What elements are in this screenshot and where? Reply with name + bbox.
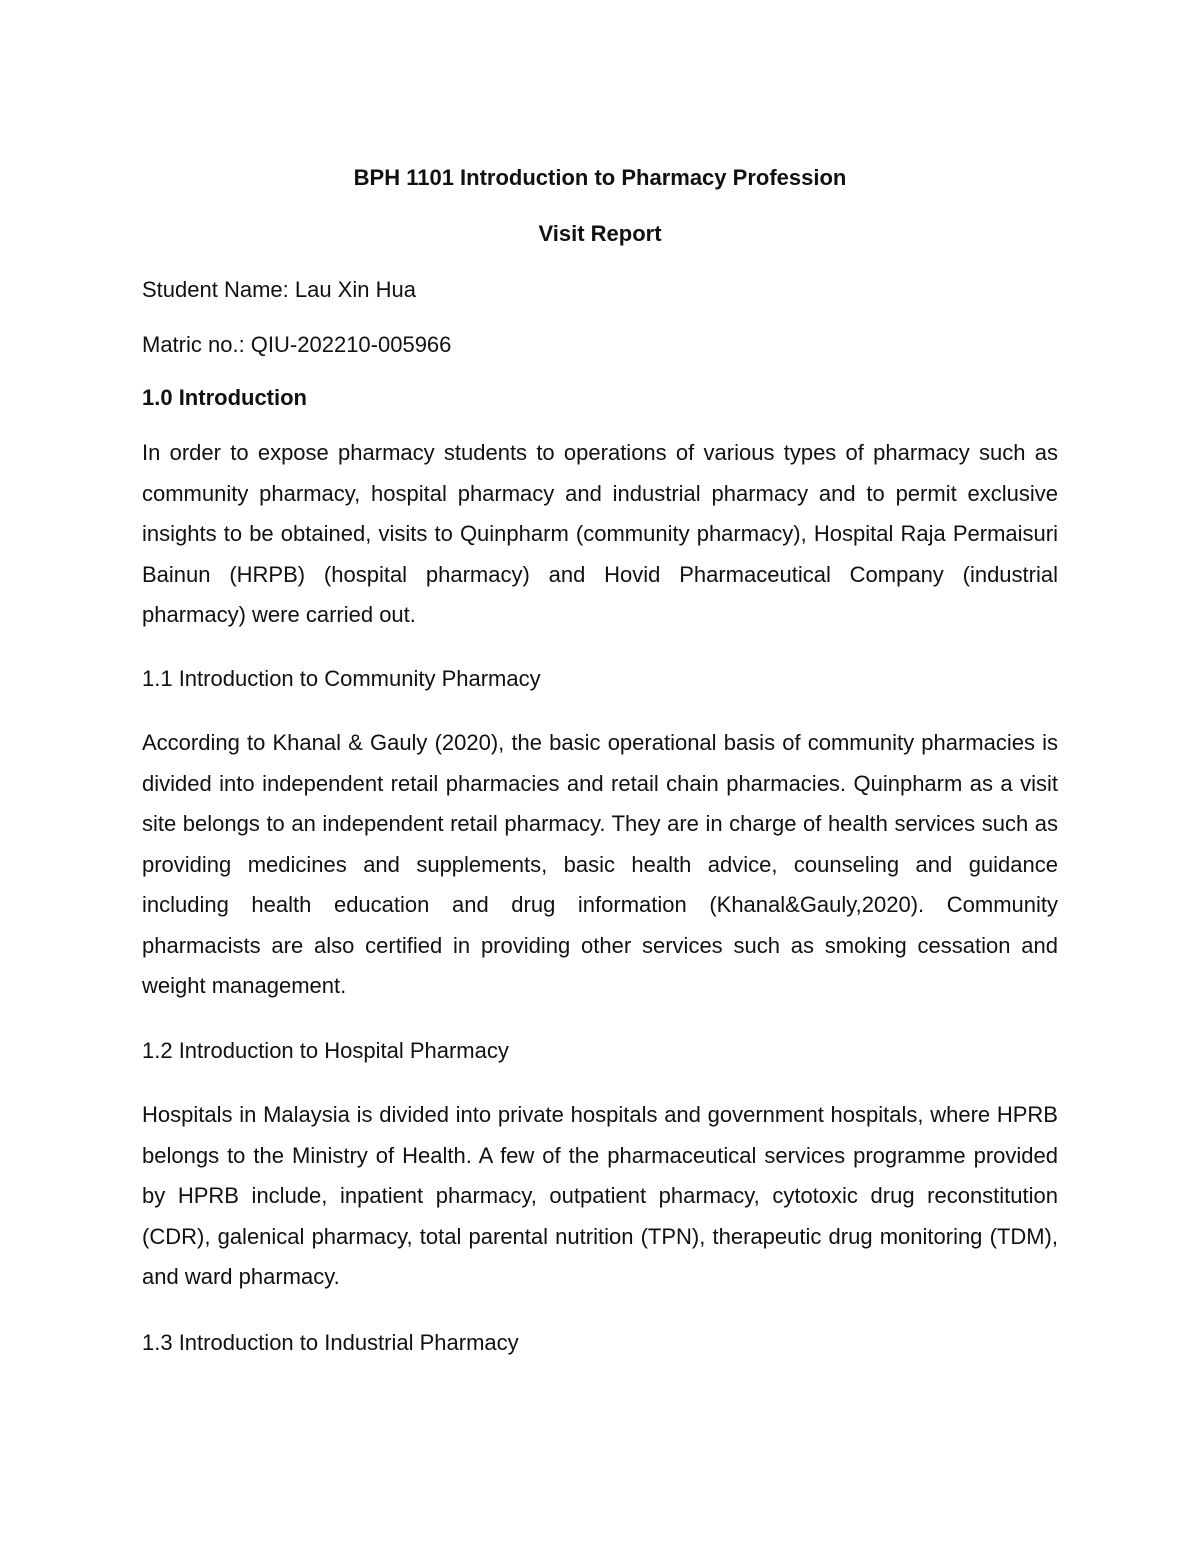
section-body-hospital-pharmacy: Hospitals in Malaysia is divided into private hospitals and government hospitals, where HPRB belongs to the Ministry of Health. A few of the pharmaceutical services programme provided by HPRB include, inpatient pharmacy, outpatient pharmacy, cytotoxic drug reconstitution (CDR), galenical pharmacy, total parental nutrition (TPN), therapeutic drug monitoring (TDM), and ward pharmacy. [142, 1102, 1058, 1289]
student-name: Student Name: Lau Xin Hua [142, 277, 416, 302]
document-page [142, 0, 1058, 1553]
section-body-introduction: In order to expose pharmacy students to operations of various types of pharmacy such as community pharmacy, hospital pharmacy and industrial pharmacy and to permit exclusive insights to be obtained, visits to Quinpharm (community pharmacy), Hospital Raja Permaisuri Bainun (HRPB) (hospital pharmacy) and Hovid Pharmaceutical Company (industrial pharmacy) were carried out. [142, 440, 1058, 627]
section-heading-hospital-pharmacy: 1.2 Introduction to Hospital Pharmacy [142, 1038, 509, 1063]
report-title: Visit Report [538, 221, 662, 246]
section-heading-introduction: 1.0 Introduction [142, 385, 307, 410]
course-title: BPH 1101 Introduction to Pharmacy Profession [353, 165, 847, 190]
section-body-community-pharmacy: According to Khanal & Gauly (2020), the basic operational basis of community pharmacies is divided into independent retail pharmacies and retail chain pharmacies. Quinpharm as a visit site belongs to an independent retail pharmacy. They are in charge of health services such as providing medicines and supplements, basic health advice, counseling and guidance including health education and drug information (Khanal&Gauly,2020). Community pharmacists are also certified in providing other services such as smoking cessation and weight management. [142, 730, 1058, 998]
section-heading-industrial-pharmacy: 1.3 Introduction to Industrial Pharmacy [142, 1330, 519, 1355]
matric-number: Matric no.: QIU-202210-005966 [142, 332, 452, 357]
section-heading-community-pharmacy: 1.1 Introduction to Community Pharmacy [142, 666, 541, 691]
